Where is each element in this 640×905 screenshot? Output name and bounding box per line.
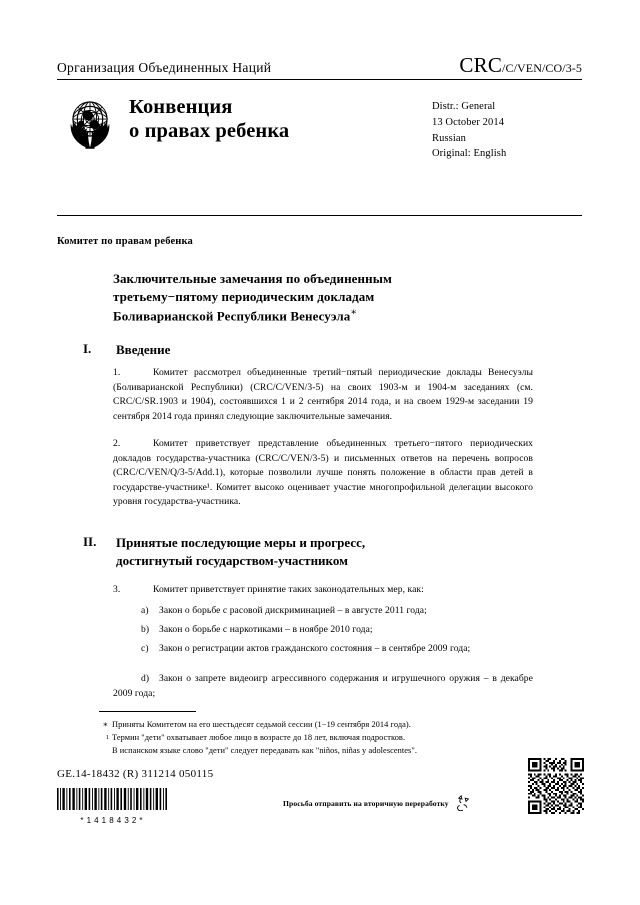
section-2-number: II. xyxy=(83,534,97,549)
qr-code xyxy=(528,758,584,814)
masthead-bottom-rule xyxy=(57,215,582,216)
list-item-text: Закон о борьбе с наркотиками – в ноябре 2010 года; xyxy=(159,624,373,635)
recycle-arrows-icon xyxy=(452,795,472,811)
distribution-block xyxy=(432,89,582,162)
ge-document-number: GE.14-18432 (R) 311214 050115 xyxy=(57,768,214,780)
footnote-1 xyxy=(99,732,529,745)
paragraph-3-text: Комитет приветствует принятие таких законодательных мер, как: xyxy=(153,584,424,595)
recycle-notice-text: Просьба отправить на вторичную переработку xyxy=(283,798,449,808)
un-emblem xyxy=(57,89,127,161)
list-item xyxy=(113,604,533,619)
section-2-title xyxy=(116,534,365,569)
footnote-marker: 1 xyxy=(105,733,109,741)
distribution-date: 13 October 2014 xyxy=(432,116,505,128)
document-symbol xyxy=(459,55,582,76)
footnotes-block xyxy=(99,719,529,757)
document-title-line3: Боливарианской Республики Венесуэла xyxy=(113,308,351,324)
document-title-line1: Заключительные замечания по объединенным xyxy=(113,271,392,286)
footnote-asterisk xyxy=(99,719,529,732)
convention-title-line2: о правах ребенка xyxy=(129,120,290,143)
barcode-block xyxy=(57,788,169,825)
section-2-title-line1: Принятые последующие меры и прогресс, xyxy=(116,535,366,550)
paragraph-1-number: 1. xyxy=(113,367,121,378)
qr-code-icon xyxy=(528,758,584,814)
paragraph-2-text: Комитет приветствует представление объединенных третьего−пятого периодических докладов государства-участника (CRC/C/VEN/3-5) и письменных ответов на перечень вопросов (CRC/C/VEN/Q/3-5/Add.1), которые позволили лучше понять положение в области прав детей в государстве-участнике¹. Комитет высоко оценивает участие многопрофильной делегации высокого уровня государства-участника. xyxy=(113,438,533,508)
document-symbol-suffix: /C/VEN/CO/3-5 xyxy=(502,61,582,75)
footnote-1-continuation: В испанском языке слово "дети" следует передавать как "niños, niñas y adolescentes". xyxy=(112,745,417,755)
distribution-original: Original: English xyxy=(432,148,507,160)
recycle-notice xyxy=(283,795,472,811)
paragraph-3 xyxy=(113,583,533,598)
list-item-label: c) xyxy=(141,643,149,654)
distribution-type: Distr.: General xyxy=(432,101,496,112)
paragraph-1-text: Комитет рассмотрел объединенные третий−пятый периодические доклады Венесуэлы (Боливарианской Республики) (CRC/C/VEN/3-5) на своих 1903-м и 1904-м заседаниях (см. CRC/C/SR.1903 и 1904), состоявшихся 1 и 2 сентября 2014 года, и на своем 1929-м заседании 19 сентября 2014 года принял следующие заключительные замечания. xyxy=(113,367,533,422)
paragraph-1 xyxy=(113,366,533,424)
masthead-body-row xyxy=(57,80,582,162)
paragraph-3-number: 3. xyxy=(113,584,121,595)
convention-title-line1: Конвенция xyxy=(129,96,233,118)
list-item-text: Закон о регистрации актов гражданского состояния – в сентябре 2009 года; xyxy=(159,643,471,654)
list-item-text: Закон о борьбе с расовой дискриминацией – в августе 2011 года; xyxy=(159,605,427,616)
section-heading-followup-measures xyxy=(83,534,543,569)
list-item-label: a) xyxy=(141,605,149,616)
list-item xyxy=(113,642,533,657)
document-symbol-main: CRC xyxy=(459,53,503,77)
section-2-title-line2: достигнутый государством-участником xyxy=(116,552,348,568)
convention-title xyxy=(127,89,432,143)
document-title-line2: третьему−пятому периодическим докладам xyxy=(113,288,375,304)
paragraph-2-number: 2. xyxy=(113,438,121,449)
document-title-line3-wrap xyxy=(113,306,533,325)
organization-name: Организация Объединенных Наций xyxy=(57,60,272,76)
list-item-label: b) xyxy=(141,624,150,635)
document-title xyxy=(113,270,533,325)
barcode-icon xyxy=(57,788,169,810)
footnote-separator-rule xyxy=(99,711,196,712)
paragraph-2 xyxy=(113,437,533,510)
list-item xyxy=(113,672,533,701)
distribution-language: Russian xyxy=(432,132,466,144)
barcode-number: *1418432* xyxy=(80,816,146,825)
list-item-label: d) xyxy=(141,673,150,684)
section-1-title: Введение xyxy=(116,342,171,357)
committee-name: Комитет по правам ребенка xyxy=(57,236,193,247)
masthead-top-row xyxy=(57,55,582,78)
un-emblem-icon xyxy=(57,90,123,156)
footnote-text: Приняты Комитетом на его шестьдесят седьмой сессии (1−19 сентября 2014 года). xyxy=(112,720,411,729)
list-item-text: Закон о запрете видеоигр агрессивного содержания и игрушечного оружия – в декабре 2009 года; xyxy=(113,673,533,699)
masthead xyxy=(57,55,582,162)
list-item xyxy=(113,623,533,638)
footnote-text: Термин "дети" охватывает любое лицо в возрасте до 18 лет, включая подростков. xyxy=(112,732,406,742)
footnote-marker: ∗ xyxy=(102,720,109,729)
title-footnote-marker: ∗ xyxy=(350,306,358,318)
section-heading-introduction xyxy=(83,341,543,359)
section-1-number: I. xyxy=(83,341,92,356)
